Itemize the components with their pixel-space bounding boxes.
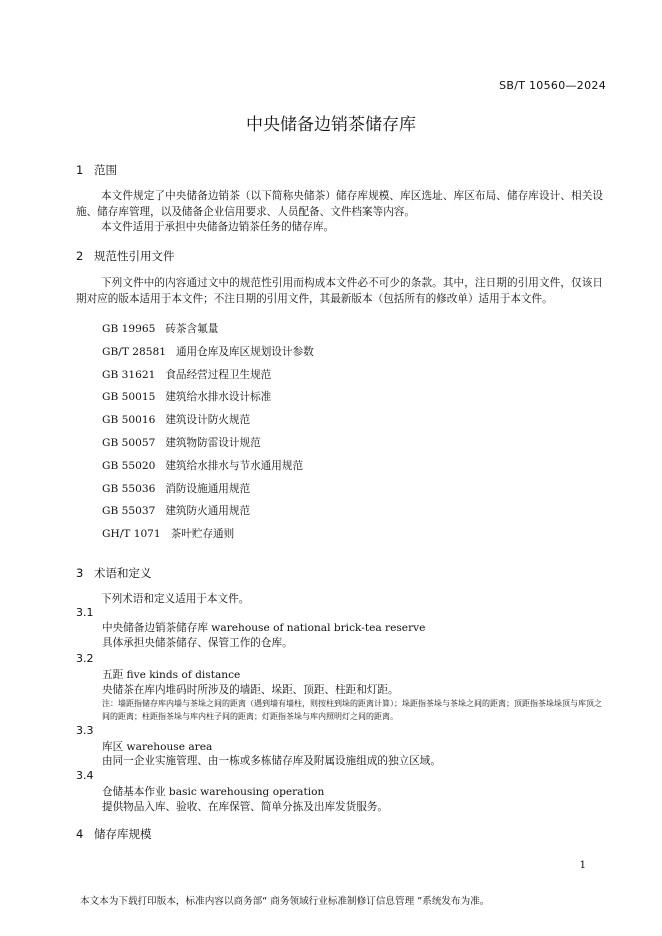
term-number: 3.3 [76,724,94,737]
reference-code: GB 50016 [102,414,156,426]
reference-item [102,526,234,541]
reference-code: GB 55036 [102,483,156,495]
scope-paragraph-2: 本文件适用于承担中央储备边销茶任务的储存库。 [101,221,335,233]
section-heading-warehouse-scale [76,826,152,842]
reference-code: GB 50015 [102,391,156,403]
reference-title: 建筑设计防火规范 [165,414,251,426]
section-heading-normative-references [76,248,175,264]
reference-title: 砖茶含氟量 [165,323,219,335]
section-number: 4 [76,827,84,841]
section-title: 规范性引用文件 [94,249,175,263]
document-title: 中央储备边销茶储存库 [246,115,416,135]
term-number: 3.2 [76,652,94,665]
download-notice-footer: 本文本为下载打印版本，标准内容以商务部“ 商务领域行业标准制修订信息管理 ”系统发布为准。 [80,896,490,907]
page-number: 1 [579,860,586,871]
term-number: 3.1 [76,606,94,619]
section-title: 储存库规模 [94,827,152,841]
term-definition: 由同一企业实施管理、由一栋或多栋储存库及附属设施组成的独立区域。 [102,755,441,767]
reference-code: GB 50057 [102,437,156,449]
reference-item [102,344,314,359]
scope-paragraph-1: 本文件规定了中央储备边销茶（以下简称央储茶）储存库规模、库区选址、库区布局、储存库设计、相关设施、储存库管理，以及储备企业信用要求、人员配备、文件档案等内容。 [76,190,603,218]
term-name: 库区 warehouse area [102,741,213,753]
term-definition: 提供物品入库、验收、在库保管、简单分拣及出库发货服务。 [102,801,389,813]
reference-title: 建筑给水排水与节水通用规范 [165,460,304,472]
reference-code: GH/T 1071 [102,528,161,540]
term-name: 仓储基本作业 basic warehousing operation [102,786,325,798]
section-title: 术语和定义 [94,566,152,580]
reference-item [102,458,303,473]
section-number: 3 [76,566,84,580]
reference-item [102,367,271,382]
reference-item [102,435,261,450]
term-name: 五距 five kinds of distance [102,669,241,681]
reference-code: GB 55037 [102,505,156,517]
section-number: 2 [76,249,84,263]
term-definition: 央储茶在库内堆码时所涉及的墙距、垛距、顶距、柱距和灯距。 [102,684,399,696]
reference-item [102,481,250,496]
terms-intro: 下列术语和定义适用于本文件。 [101,593,250,605]
reference-title: 建筑物防雷设计规范 [165,437,261,449]
reference-item [102,503,250,518]
reference-item [102,412,250,427]
reference-title: 食品经营过程卫生规范 [165,369,272,381]
term-name: 中央储备边销茶储存库 warehouse of national brick-tea reserve [102,622,426,634]
reference-code: GB 19965 [102,323,156,335]
section-number: 1 [76,163,84,177]
section-title: 范围 [94,163,117,177]
standard-number: SB/T 10560—2024 [499,79,606,92]
term-note: 注：墙距指储存库内墙与茶垛之间的距离（遇到墙有墙柱，则按柱到垛的距离计算）；垛距指茶垛与茶垛之间的距离；顶距指茶垛垛顶与库顶之间的距离；柱距指茶垛与库内柱子间的距离；灯距指茶垛与库内照明灯之间的距离。 [102,699,602,721]
term-number: 3.4 [76,769,94,782]
reference-title: 茶叶贮存通则 [170,528,235,540]
reference-item [102,321,218,336]
reference-code: GB 31621 [102,369,156,381]
reference-code: GB/T 28581 [102,346,166,358]
section-heading-terms [76,565,152,581]
reference-title: 建筑防火通用规范 [165,505,251,517]
reference-title: 通用仓库及库区规划设计参数 [175,346,314,358]
section-heading-scope [76,162,117,178]
reference-title: 消防设施通用规范 [165,483,251,495]
reference-item [102,389,271,404]
reference-code: GB 55020 [102,460,156,472]
term-definition: 具体承担央储茶储存、保管工作的仓库。 [102,637,293,649]
references-intro-paragraph: 下列文件中的内容通过文中的规范性引用而构成本文件必不可少的条款。其中，注日期的引用文件，仅该日期对应的版本适用于本文件；不注日期的引用文件，其最新版本（包括所有的修改单）适用于本文件。 [76,277,603,305]
reference-title: 建筑给水排水设计标准 [165,391,272,403]
